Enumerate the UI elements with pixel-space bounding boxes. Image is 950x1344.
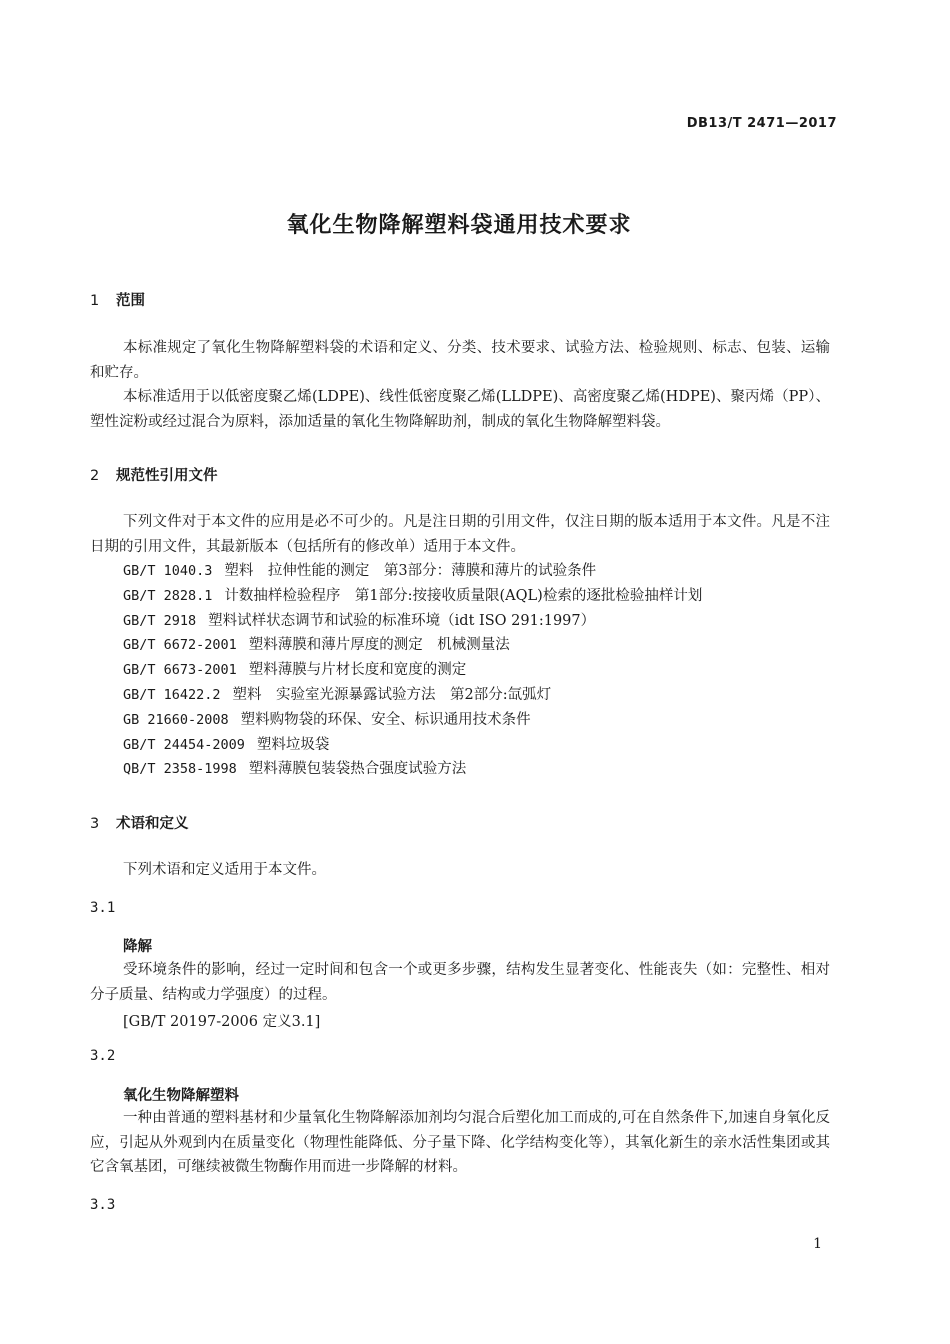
- reference-code: GB/T 24454-2009: [123, 736, 245, 753]
- section-1-heading: [90, 289, 145, 310]
- reference-code: GB/T 6673-2001: [123, 662, 237, 679]
- reference-item: [123, 609, 702, 634]
- clause-3-2-number: 3.2: [90, 1048, 116, 1064]
- clause-3-1-term: 降解: [123, 939, 152, 955]
- reference-code: GB/T 2918: [123, 612, 197, 629]
- reference-title: 塑料薄膜和薄片厚度的测定 机械测量法: [248, 637, 510, 654]
- reference-item: [123, 559, 702, 584]
- section-number: 2: [90, 468, 100, 484]
- reference-title: 塑料购物袋的环保、安全、标识通用技术条件: [240, 711, 531, 728]
- document-id: DB13/T 2471—2017: [686, 116, 837, 131]
- reference-code: QB/T 2358-1998: [123, 761, 237, 778]
- section-3-paragraph-1: 下列术语和定义适用于本文件。: [123, 862, 326, 878]
- clause-3-1-number: 3.1: [90, 900, 116, 916]
- section-3-heading: [90, 812, 189, 833]
- section-1-paragraph-1: 本标准规定了氧化生物降解塑料袋的术语和定义、分类、技术要求、试验方法、检验规则、标志、包装、运输和贮存。: [90, 340, 830, 381]
- reference-item: [123, 757, 702, 782]
- page-number: 1: [813, 1236, 822, 1252]
- reference-title: 计数抽样检验程序 第1部分:按接收质量限(AQL)检索的逐批检验抽样计划: [224, 587, 703, 604]
- reference-code: GB 21660-2008: [123, 711, 229, 728]
- reference-item: [123, 733, 702, 758]
- reference-item: [123, 584, 702, 609]
- section-2-paragraph-1: 下列文件对于本文件的应用是必不可少的。凡是注日期的引用文件，仅注日期的版本适用于本文件。凡是不注日期的引用文件，其最新版本（包括所有的修改单）适用于本文件。: [90, 514, 830, 555]
- reference-item: [123, 708, 702, 733]
- reference-title: 塑料 拉伸性能的测定 第3部分：薄膜和薄片的试验条件: [224, 563, 597, 579]
- clause-3-2-definition: 一种由普通的塑料基材和少量氧化生物降解添加剂均匀混合后塑化加工而成的,可在自然条件下,加速自身氧化反应，引起从外观到内在质量变化（物理性能降低、分子量下降、化学结构变化等），其氧化新生的亲水活性集团或其它含氧基团，可继续被微生物酶作用而进一步降解的材料。: [90, 1110, 830, 1175]
- section-number: 1: [90, 293, 100, 309]
- reference-code: GB/T 1040.3: [123, 563, 213, 579]
- reference-code: GB/T 16422.2: [123, 686, 221, 703]
- reference-code: GB/T 2828.1: [123, 587, 213, 604]
- clause-3-3-number: 3.3: [90, 1197, 116, 1213]
- clause-3-1-definition: 受环境条件的影响，经过一定时间和包含一个或更多步骤，结构发生显著变化、性能丧失（如：完整性、相对分子质量、结构或力学强度）的过程。: [90, 962, 830, 1003]
- section-title: 范围: [116, 293, 145, 309]
- section-title: 术语和定义: [116, 816, 189, 832]
- clause-3-2-term: 氧化生物降解塑料: [123, 1088, 239, 1104]
- section-1-paragraph-2: 本标准适用于以低密度聚乙烯(LDPE)、线性低密度聚乙烯(LLDPE)、高密度聚乙烯(HDPE)、聚丙烯（PP）、塑性淀粉或经过混合为原料，添加适量的氧化生物降解助剂，制成的氧化生物降解塑料袋。: [90, 389, 830, 430]
- reference-list: [123, 559, 702, 782]
- reference-title: 塑料垃圾袋: [256, 736, 330, 753]
- reference-item: [123, 683, 702, 708]
- reference-item: [123, 633, 702, 658]
- section-number: 3: [90, 816, 100, 832]
- reference-title: 塑料试样状态调节和试验的标准环境（idt ISO 291:1997）: [208, 612, 596, 629]
- page-title: 氧化生物降解塑料袋通用技术要求: [286, 213, 632, 238]
- section-2-heading: [90, 464, 218, 485]
- clause-3-1-source: [GB/T 20197-2006 定义3.1]: [123, 1014, 321, 1030]
- reference-title: 塑料 实验室光源暴露试验方法 第2部分:氙弧灯: [232, 686, 552, 703]
- section-title: 规范性引用文件: [116, 468, 218, 484]
- reference-title: 塑料薄膜与片材长度和宽度的测定: [248, 662, 467, 679]
- reference-title: 塑料薄膜包装袋热合强度试验方法: [248, 761, 467, 778]
- reference-code: GB/T 6672-2001: [123, 637, 237, 654]
- reference-item: [123, 658, 702, 683]
